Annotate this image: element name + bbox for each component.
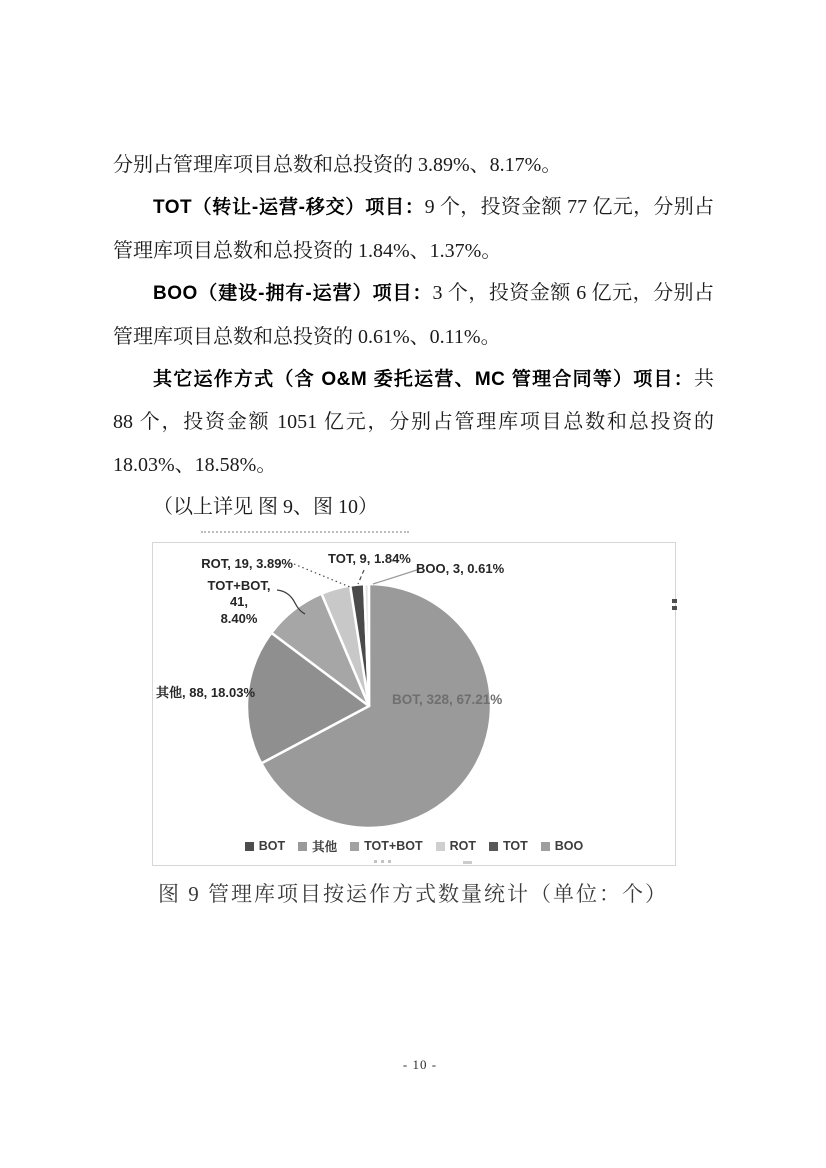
paragraph bbox=[113, 272, 714, 358]
paragraph-heading: TOT（转让-运营-移交）项目： bbox=[153, 197, 425, 219]
legend-label: TOT bbox=[503, 839, 528, 853]
legend-marker-qita-icon bbox=[298, 842, 307, 851]
paragraph-text: 共 88 个，投资金额 1051 亿元，分别占管理库项目总数和总投资的 18.03%、18.58%。 bbox=[113, 368, 714, 476]
pie-label-bot: BOT, 328, 67.21% bbox=[392, 692, 503, 707]
pie-chart-figure bbox=[152, 542, 676, 866]
leader-line-tot bbox=[358, 570, 364, 584]
legend-marker-tot-bot-icon bbox=[350, 842, 359, 851]
pie-label-tot-bot-line1: TOT+BOT, 41, bbox=[207, 578, 271, 610]
scan-artifact-smudge bbox=[374, 860, 391, 863]
legend-item-qita bbox=[298, 837, 337, 855]
legend-item-bot bbox=[245, 839, 285, 853]
body-text bbox=[113, 144, 714, 529]
legend-label: BOT bbox=[258, 839, 286, 853]
paragraph-text: 3 个，投资金额 6 亿元，分别占管理库项目总数和总投资的 0.61%、0.11%。 bbox=[113, 282, 714, 348]
paragraph-text: 分别占管理库项目总数和总投资的 3.89%、8.17%。 bbox=[113, 154, 562, 176]
legend-item-tot bbox=[489, 839, 528, 853]
paragraph bbox=[113, 358, 714, 486]
legend-label: BOO bbox=[554, 839, 584, 853]
pie-label-boo: BOO, 3, 0.61% bbox=[416, 561, 505, 576]
paragraph bbox=[113, 486, 714, 528]
legend-label: 其他 bbox=[312, 840, 338, 854]
legend-item-boo bbox=[541, 839, 583, 853]
page-number: - 10 - bbox=[402, 1057, 438, 1072]
scan-artifact-smudge bbox=[463, 861, 472, 864]
chart-legend bbox=[153, 837, 675, 855]
paragraph-heading: 其它运作方式（含 O&M 委托运营、MC 管理合同等）项目： bbox=[153, 369, 694, 391]
figure-caption: 图 9 管理库项目按运作方式数量统计（单位：个） bbox=[158, 882, 668, 906]
pie-label-tot-bot bbox=[197, 578, 281, 627]
leader-line-rot bbox=[294, 564, 350, 587]
leader-line-tot-bot bbox=[277, 590, 305, 614]
paragraph bbox=[113, 186, 714, 272]
pie-label-rot: ROT, 19, 3.89% bbox=[201, 556, 293, 571]
legend-marker-boo-icon bbox=[541, 842, 550, 851]
legend-marker-tot-icon bbox=[489, 842, 498, 851]
pie-label-tot: TOT, 9, 1.84% bbox=[328, 551, 411, 566]
paragraph-text: 9 个，投资金额 77 亿元，分别占管理库项目总数和总投资的 1.84%、1.37%。 bbox=[113, 196, 714, 262]
legend-label: ROT bbox=[449, 839, 476, 853]
legend-item-tot-bot bbox=[350, 839, 422, 853]
paragraph-text: （以上详见 图 9、图 10） bbox=[153, 496, 378, 519]
paragraph-heading: BOO（建设-拥有-运营）项目： bbox=[153, 283, 433, 305]
legend-label: TOT+BOT bbox=[364, 839, 423, 853]
paragraph bbox=[113, 144, 714, 186]
legend-item-rot bbox=[436, 839, 476, 853]
pie-label-tot-bot-line2: 8.40% bbox=[220, 610, 258, 626]
legend-marker-bot-icon bbox=[245, 842, 254, 851]
scan-artifact-edge bbox=[672, 599, 677, 613]
legend-marker-rot-icon bbox=[436, 842, 445, 851]
pie-label-qita: 其他, 88, 18.03% bbox=[156, 685, 255, 700]
scan-artifact-streak bbox=[201, 531, 409, 533]
leader-line-boo bbox=[373, 569, 420, 584]
